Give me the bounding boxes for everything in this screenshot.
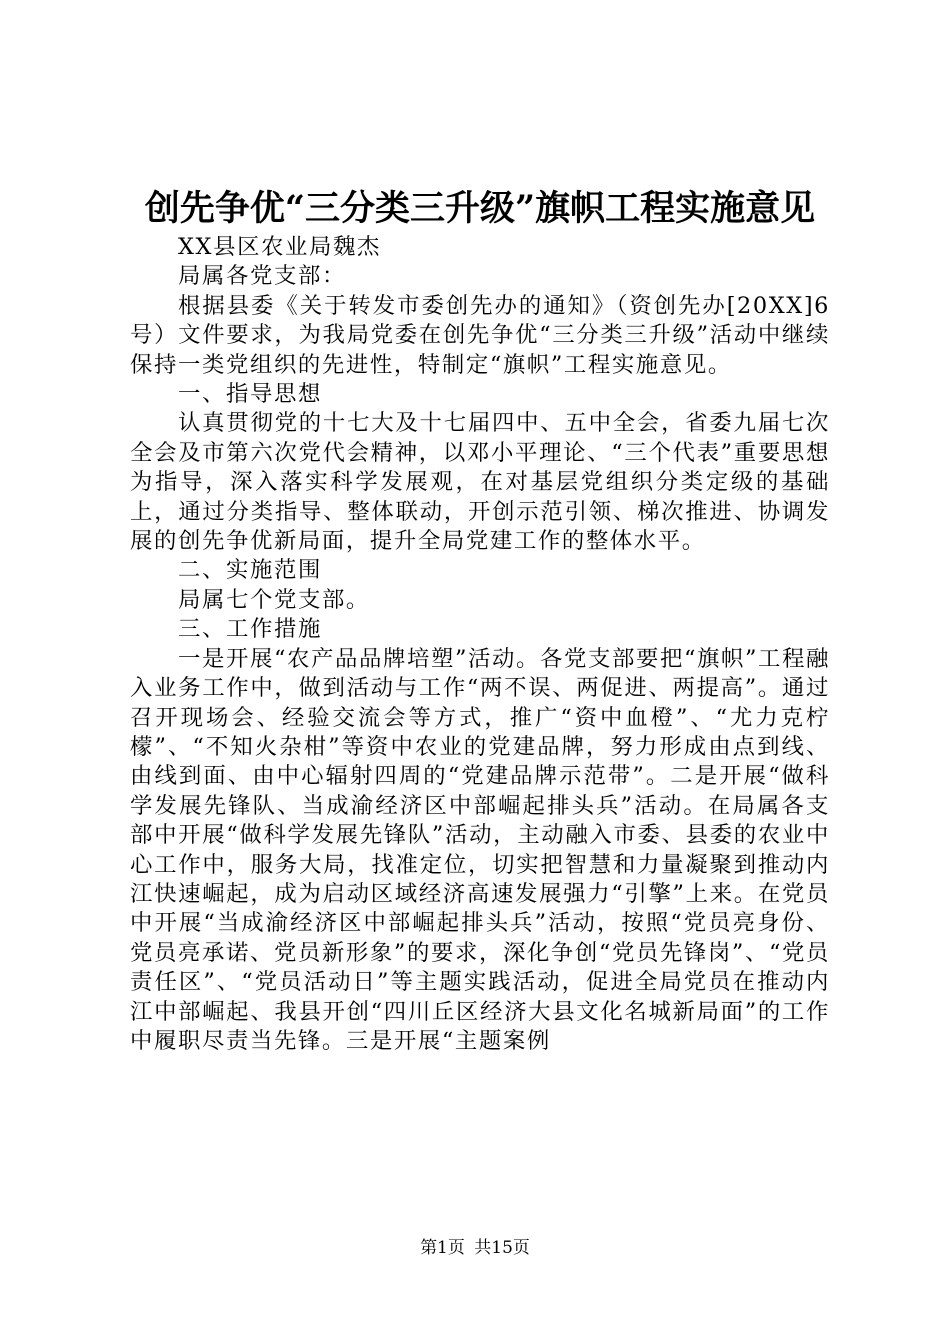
author-line: XX县区农业局魏杰: [178, 234, 382, 260]
page-number: 第1页: [420, 1238, 465, 1258]
section-paragraph-2: 局属七个党支部。: [178, 586, 370, 613]
section-paragraph-3: 一是开展“农产品品牌培塑”活动。各党支部要把“旗帜”工程融入业务工作中，做到活动与工作“两不误、两促进、两提高”。通过召开现场会、经验交流会等方式，推广“资中血橙”、“尤力克柠檬”、“不知火杂柑”等资中农业的党建品牌，努力形成由点到线、由线到面、由中心辐射四周的“党建品牌示范带”。二是开展“做科学发展先锋队、当成渝经济区中部崛起排头兵”活动。在局属各支部中开展“做科学发展先锋队”活动，主动融入市委、县委的农业中心工作中，服务大局，找准定位，切实把智慧和力量凝聚到推动内江快速崛起，成为启动区域经济高速发展强力“引擎”上来。在党员中开展“当成渝经济区中部崛起排头兵”活动，按照“党员亮身份、党员亮承诺、党员新形象”的要求，深化争创“党员先锋岗”、“党员责任区”、“党员活动日”等主题实践活动，促进全局党员在推动内江中部崛起、我县开创“四川丘区经济大县文化名城新局面”的工作中履职尽责当先锋。三是开展“主题案例: [130, 645, 830, 1054]
page-footer: [0, 1236, 950, 1260]
document-title: 创先争优“三分类三升级”旗帜工程实施意见: [144, 188, 816, 229]
intro-paragraph: 根据县委《关于转发市委创先办的通知》（资创先办[20XX]6号）文件要求，为我局党委在创先争优“三分类三升级”活动中继续保持一类党组织的先进性，特制定“旗帜”工程实施意见。: [130, 292, 830, 378]
section-heading-3: 三、工作措施: [178, 616, 322, 643]
salutation: 局属各党支部：: [178, 263, 346, 290]
page-total: 共15页: [474, 1238, 530, 1258]
section-paragraph-1: 认真贯彻党的十七大及十七届四中、五中全会，省委九届七次全会及市第六次党代会精神，以邓小平理论、“三个代表”重要思想为指导，深入落实科学发展观，在对基层党组织分类定级的基础上，通过分类指导、整体联动，开创示范引领、梯次推进、协调发展的创先争优新局面，提升全局党建工作的整体水平。: [130, 410, 830, 555]
section-heading-2: 二、实施范围: [178, 557, 322, 584]
document-body: [130, 233, 830, 1056]
section-heading-1: 一、指导思想: [178, 381, 322, 408]
